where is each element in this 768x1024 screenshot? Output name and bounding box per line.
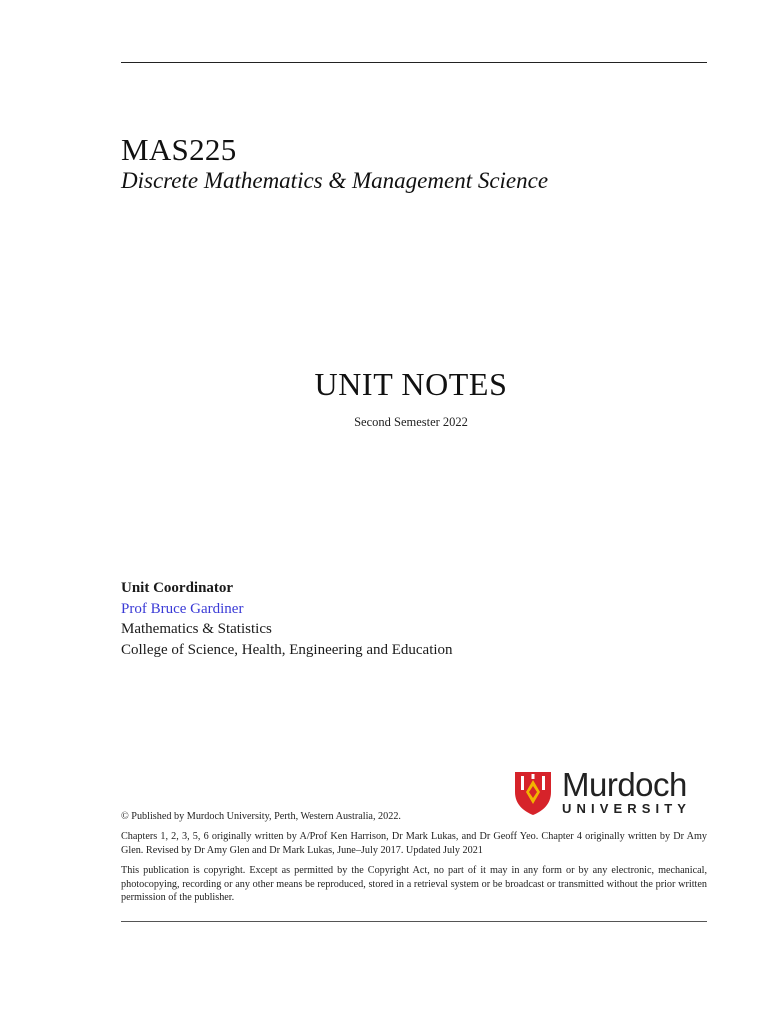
coordinator-college: College of Science, Health, Engineering and Education xyxy=(121,641,453,658)
coordinator-block xyxy=(121,578,453,660)
copyright-note: This publication is copyright. Except as permitted by the Copyright Act, no part of it may in any form or by any electronic, mechanical, photocopying, recording or any other means be reproduced, stored in a retrieval system or be broadcast or transmitted without the prior written permission of the publisher. xyxy=(121,865,707,904)
publisher-note: © Published by Murdoch University, Perth, Western Australia, 2022. xyxy=(121,811,401,822)
coordinator-name-link[interactable]: Prof Bruce Gardiner xyxy=(121,600,244,617)
course-code: MAS225 xyxy=(121,132,237,167)
course-title: Discrete Mathematics & Management Science xyxy=(121,168,549,193)
bottom-rule xyxy=(121,921,707,922)
document-title: UNIT NOTES xyxy=(314,366,508,402)
authors-note: Chapters 1, 2, 3, 5, 6 originally written by A/Prof Ken Harrison, Dr Mark Lukas, and Dr Geoff Yeo. Chapter 4 originally written by Dr Amy Glen. Revised by Dr Amy Glen and Dr Mark Lukas, June–July 2017. Updated July 2021 xyxy=(121,831,707,856)
coordinator-heading: Unit Coordinator xyxy=(121,580,234,596)
logo-subtitle: UNIVERSITY xyxy=(562,801,692,816)
coordinator-department: Mathematics & Statistics xyxy=(121,621,272,637)
semester-label: Second Semester 2022 xyxy=(354,415,468,429)
top-rule xyxy=(121,62,707,63)
logo-wordmark: Murdoch xyxy=(562,766,687,803)
